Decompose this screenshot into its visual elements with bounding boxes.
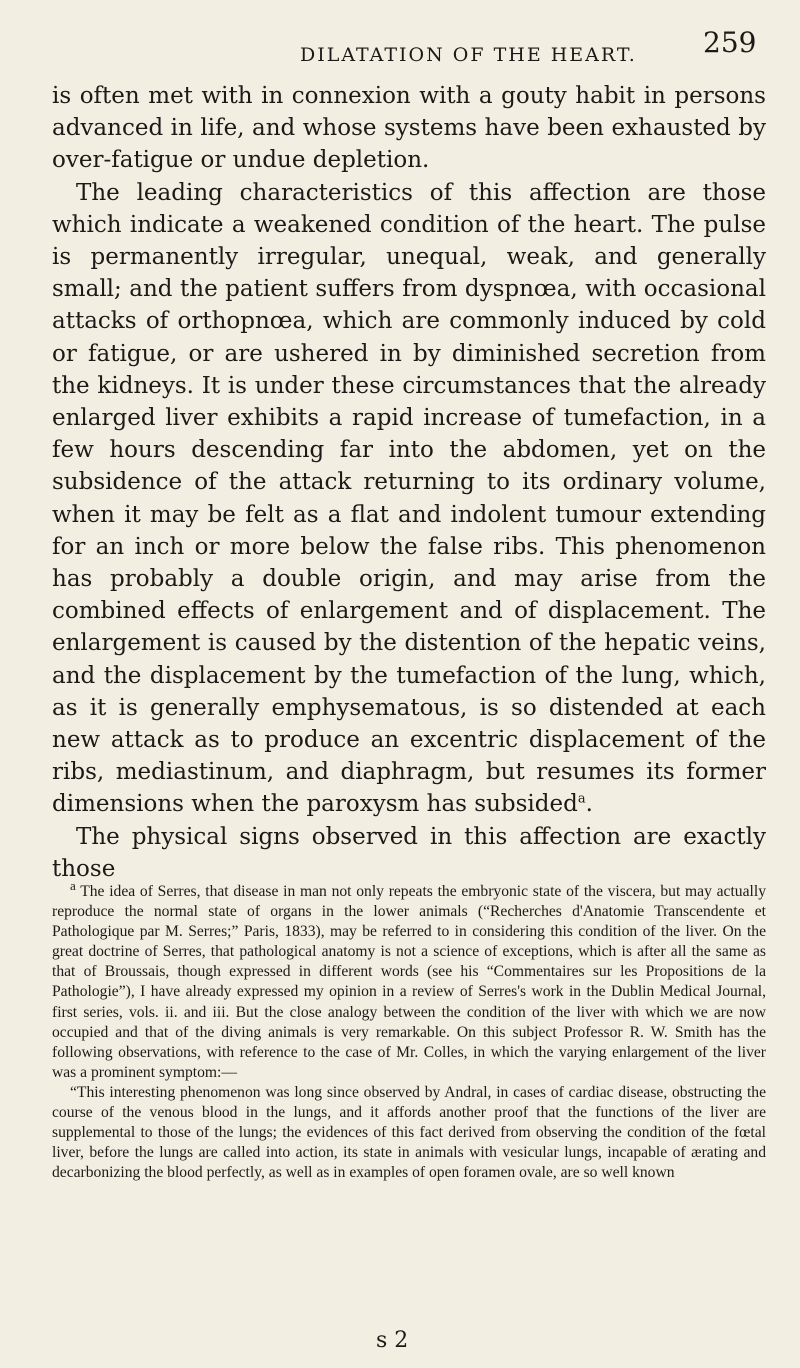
paragraph-1: is often met with in connexion with a gouty habit in persons advanced in life, and whose systems have been exhausted by over-fatigue or undue depletion. [52,83,766,174]
main-text [52,80,766,885]
footnote-paragraph-2: “This interesting phenomenon was long since observed by Andral, in cases of cardiac disease, obstructing the course of the venous blood in the lungs, and it affords another proof that the functions of the liver are supplemental to those of the lungs; the evidences of this fact derived from observing the condition of the fœtal liver, before the lungs are called into action, its state in animals with vesicular lungs, incapable of ærating and decarbonizing the blood perfectly, as well as in examples of open foramen ovale, are so well known [52,1083,766,1182]
footnote-text-1: The idea of Serres, that disease in man not only repeats the embryonic state of the viscera, but may actually reproduce the normal state of organs in the lower animals (“Recherches d'Anatomie Transcendente et Pathologique par M. Serres;” Paris, 1833), may be referred to in considering this condition of the liver. On the great doctrine of Serres, that pathological anatomy is not a science of exceptions, which is after all the same as that of Broussais, though expressed in different words (see his “Commentaires sur les Propositions de la Pathologie”), I have already expressed my opinion in a review of Serres's work in the Dublin Medical Journal, first series, vols. ii. and iii. But the close analogy between the condition of the liver with which we are now occupied and that of the diving animals is very remarkable. On this subject Professor R. W. Smith has the following observations, with reference to the case of Mr. Colles, in which the varying enlargement of the liver was a prominent symptom:— [52,883,766,1081]
footnote-reference: a [577,791,586,807]
footnote-paragraph-1 [52,877,766,1083]
page-header [0,26,800,82]
running-head: DILATATION OF THE HEART. [300,44,637,66]
paragraph-3: The physical signs observed in this affection are exactly those [52,823,766,882]
page-number: 259 [703,26,757,59]
footnote-block [52,877,766,1183]
footnote-marker: a [70,877,76,893]
paragraph-2-text: The leading characteristics of this affection are those which indicate a weakened condition of the heart. The pulse is permanently irregular, unequal, weak, and generally small; and the patient suffers from dyspnœa, with occasional attacks of orthopnœa, which are commonly induced by cold or fatigue, or are ushered in by diminished secretion from the kidneys. It is under these circumstances that the already enlarged liver exhibits a rapid increase of tumefaction, in a few hours descending far into the abdomen, yet on the subsidence of the attack returning to its ordinary volume, when it may be felt as a flat and indolent tumour extending for an inch or more below the false ribs. This phenomenon has probably a double origin, and may arise from the combined effects of enlargement and of displacement. The enlargement is caused by the distention of the hepatic veins, and the displacement by the tumefaction of the lung, which, as it is generally emphysematous, is so distended at each new attack as to produce an excentric displacement of the ribs, mediastinum, and diaphragm, but resumes its former dimensions when the paroxysm has subsided [52,179,766,818]
paragraph-2: The leading characteristics of this affection are those which indicate a weakened condition of the heart. The pulse is permanently irregular, unequal, weak, and generally small; and the patient suffers from dyspnœa, with occasional attacks of orthopnœa, which are commonly induced by cold or fatigue, or are ushered in by diminished secretion from the kidneys. It is under these circumstances that the already enlarged liver exhibits a rapid increase of tumefaction, in a few hours descending far into the abdomen, yet on the subsidence of the attack returning to its ordinary volume, when it may be felt as a flat and indolent tumour extending for an inch or more below the false ribs. This phenomenon has probably a double origin, and may arise from the combined effects of enlargement and of displacement. The enlargement is caused by the distention of the hepatic veins, and the displacement by the tumefaction of the lung, which, as it is generally emphysematous, is so distended at each new attack as to produce an excentric displacement of the ribs, mediastinum, and diaphragm, but resumes its former dimensions when the paroxysm has subsided$^a$. [52,179,766,818]
signature-mark: s 2 [376,1328,409,1353]
